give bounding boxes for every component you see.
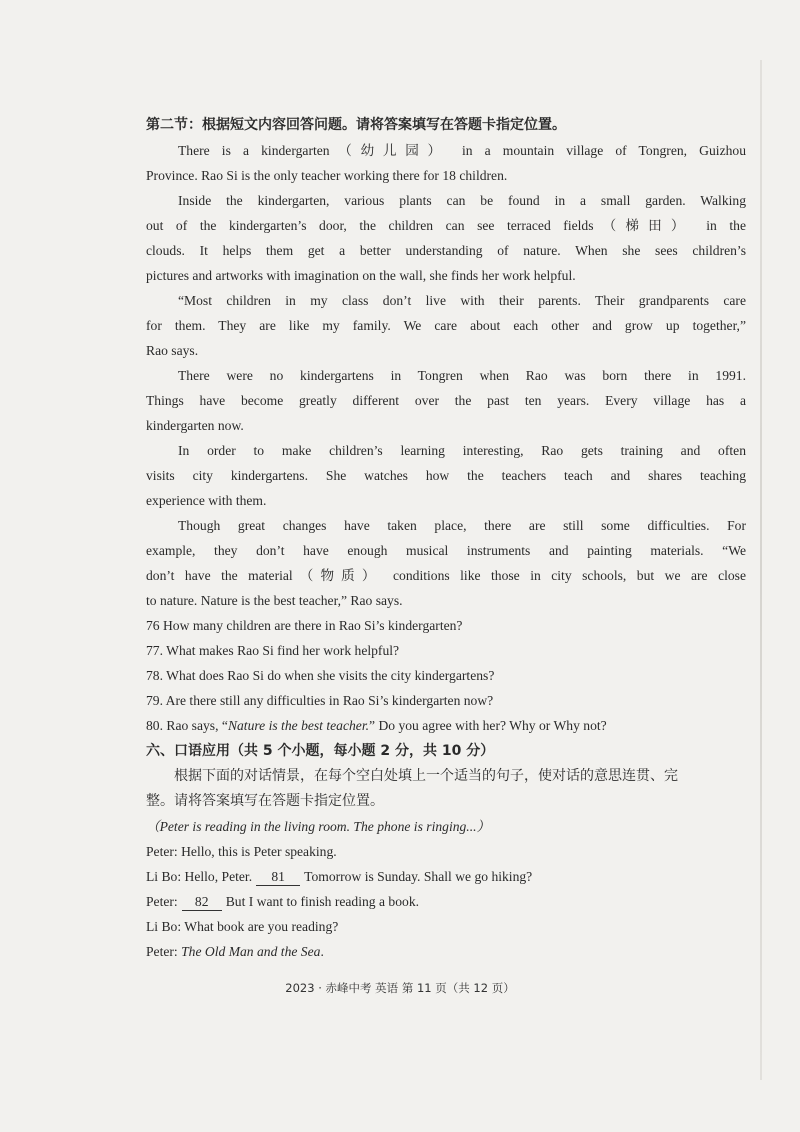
dialogue-line-peter	[146, 939, 746, 964]
passage-line: Rao says.	[146, 343, 199, 358]
passage-line: There is a kindergarten（幼儿园） in a mountain village of Tongren, Guizhou	[178, 143, 746, 158]
passage-line: clouds. It helps them get a better understanding of nature. When she sees children’s	[146, 243, 746, 258]
answer-blank-82[interactable]: 82	[182, 894, 222, 911]
dialogue-text: Tomorrow is Sunday. Shall we go hiking?	[304, 869, 533, 884]
dialogue-line-libo: Li Bo: What book are you reading?	[146, 919, 339, 934]
passage-line: don’t have the material（物质） conditions like those in city schools, but we are close	[146, 568, 746, 583]
passage-line: There were no kindergartens in Tongren when Rao was born there in 1991.	[178, 368, 746, 383]
page-content	[146, 112, 746, 964]
passage-line: “Most children in my class don’t live with their parents. Their grandparents care	[178, 293, 746, 308]
passage-line: Though great changes have taken place, there are still some difficulties. For	[178, 518, 746, 533]
dialogue-text: Li Bo: Hello, Peter.	[146, 869, 253, 884]
dialogue-text: Peter:	[146, 894, 178, 909]
q80-prefix: 80. Rao says, “	[146, 718, 228, 733]
dialogue-line-peter: Peter: Hello, this is Peter speaking.	[146, 844, 337, 859]
dialogue-text: .	[320, 944, 324, 959]
question-79: 79. Are there still any difficulties in Rao Si’s kindergarten now?	[146, 693, 494, 708]
page-footer: 2023 · 赤峰中考 英语 第 11 页（共 12 页）	[285, 981, 515, 995]
question-78: 78. What does Rao Si do when she visits the city kindergartens?	[146, 668, 495, 683]
dialogue	[146, 814, 746, 964]
book-title: The Old Man and the Sea	[181, 944, 321, 959]
passage-line: Inside the kindergarten, various plants can be found in a small garden. Walking	[178, 193, 746, 208]
passage-line: pictures and artworks with imagination on the wall, she finds her work helpful.	[146, 268, 576, 283]
q80-suffix: ” Do you agree with her? Why or Why not?	[369, 718, 607, 733]
reading-passage	[146, 138, 746, 613]
answer-blank-81[interactable]: 81	[256, 869, 300, 886]
section-two-heading: 第二节：根据短文内容回答问题。请将答案填写在答题卡指定位置。	[146, 117, 566, 133]
question-76: 76 How many children are there in Rao Si’s kindergarten?	[146, 618, 463, 633]
passage-line: Province. Rao Si is the only teacher working there for 18 children.	[146, 168, 508, 183]
passage-line: experience with them.	[146, 493, 267, 508]
q80-quote: Nature is the best teacher.	[227, 718, 370, 733]
passage-line: out of the kindergarten’s door, the children can see terraced fields（梯田） in the	[146, 218, 746, 233]
passage-line: example, they don’t have enough musical instruments and painting materials. “We	[146, 543, 746, 558]
section-six-instruction-cont: 整。请将答案填写在答题卡指定位置。	[146, 793, 384, 809]
section-six-instruction: 根据下面的对话情景，在每个空白处填上一个适当的句子，使对话的意思连贯、完	[174, 768, 678, 784]
question-list	[146, 613, 746, 738]
question-77: 77. What makes Rao Si find her work helpful?	[146, 643, 400, 658]
dialogue-scene: （Peter is reading in the living room. The phone is ringing...）	[146, 819, 491, 834]
question-80	[146, 713, 746, 738]
passage-line: visits city kindergartens. She watches how the teachers teach and shares teaching	[146, 468, 746, 483]
dialogue-line-libo	[146, 864, 746, 889]
section-six-heading: 六、口语应用（共 5 个小题，每小题 2 分，共 10 分）	[146, 743, 495, 759]
dialogue-text: But I want to finish reading a book.	[225, 894, 420, 909]
dialogue-text: Peter:	[146, 944, 182, 959]
passage-line: for them. They are like my family. We care about each other and grow up together,”	[146, 318, 746, 333]
passage-line: In order to make children’s learning interesting, Rao gets training and often	[178, 443, 746, 458]
passage-line: Things have become greatly different over the past ten years. Every village has a	[146, 393, 746, 408]
dialogue-line-peter	[146, 889, 746, 914]
passage-line: kindergarten now.	[146, 418, 244, 433]
page-edge-shadow	[760, 60, 762, 1080]
passage-line: to nature. Nature is the best teacher,” Rao says.	[146, 593, 403, 608]
